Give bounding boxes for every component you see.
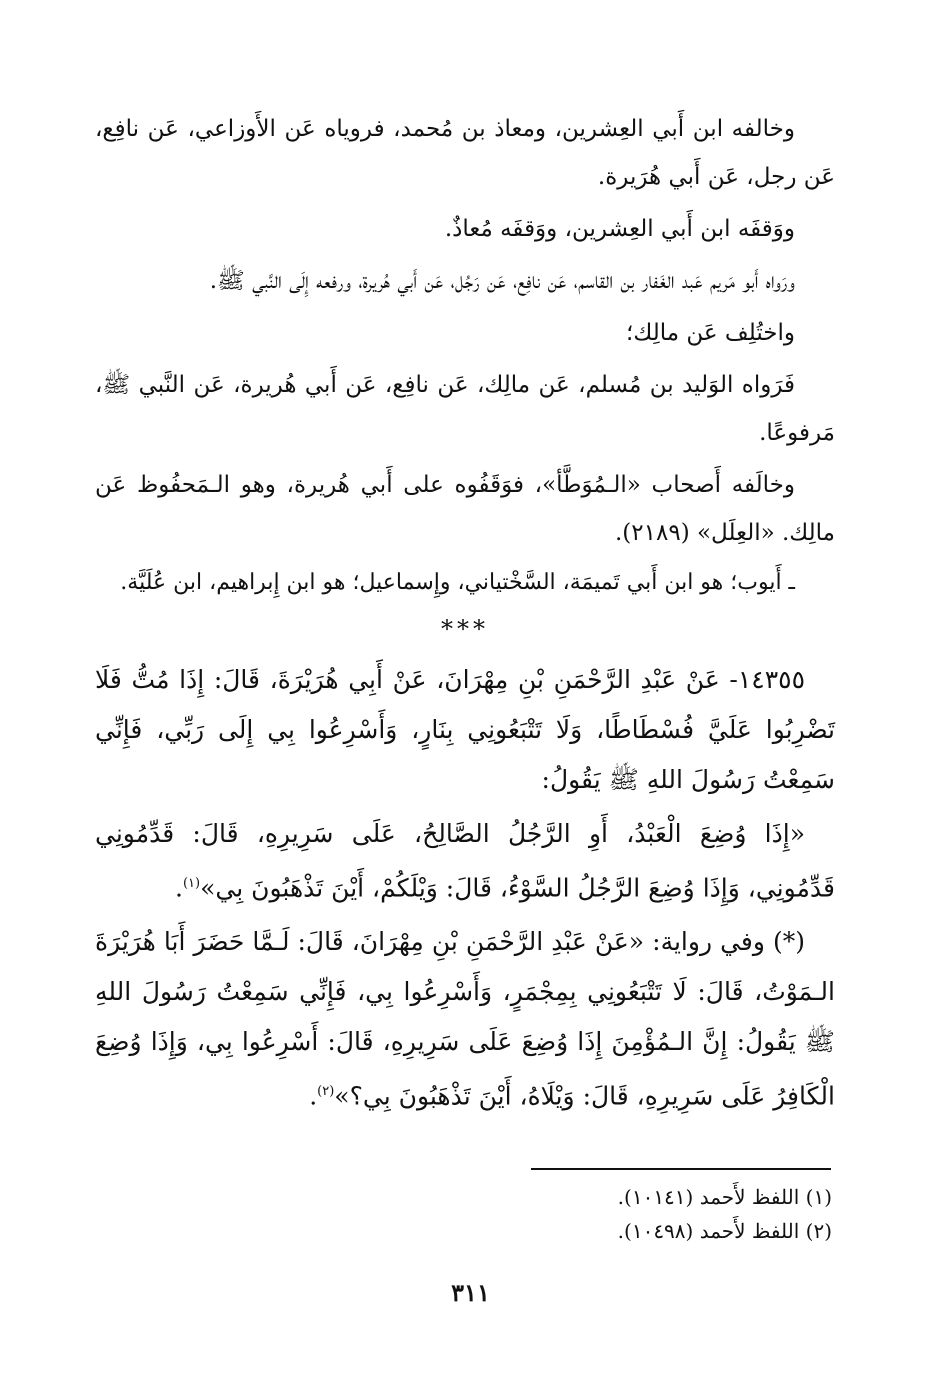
footnotes (400, 1180, 832, 1248)
paragraph-1: وخالفه ابن أَبي العِشرين، ومعاذ بن مُحمد، فروياه عَن الأَوزاعي، عَن نافِع، عَن رجل، عَن أَبي هُرَيرة. (95, 116, 835, 190)
footnote-divider (531, 1168, 831, 1170)
paragraph-7: ـ أَيوب؛ هو ابن أَبي تَميمَة، السَّخْتياني، وإِسماعيل؛ هو ابن إِبراهيم، ابن عُلَيَّة. (120, 570, 795, 595)
paragraph-2: ووَقفَه ابن أَبي العِشرين، ووَقفَه مُعاذٌ. (444, 216, 795, 242)
footnote-1: (١) اللفظ لأَحمد (١٠١٤١). (617, 1185, 832, 1209)
hadith-quote (95, 809, 835, 913)
paragraph-6: وخالَفه أَصحاب «الـمُوَطَّأ»، فوَقَفُوه على أَبي هُريرة، وهو الـمَحفُوظ عَن مالِك. «العِلَل» (٢١٨٩). (95, 472, 835, 546)
page-number: ٣١١ (451, 1278, 490, 1307)
paragraph-5: فَرَواه الوَليد بن مُسلم، عَن مالِك، عَن نافِع، عَن أَبي هُريرة، عَن النَّبي ﷺ، مَرفوعًا. (95, 372, 835, 446)
footnote-ref-2: (٢) (317, 1084, 335, 1100)
footnote-ref-1: (١) (182, 876, 201, 891)
riwaya-text: (*) وفي رواية: «عَنْ عَبْدِ الرَّحْمَنِ بْنِ مِهْرَانَ، قَالَ: لَـمَّا حَضَرَ أَبَا هُرَيْرَةَ الـمَوْتُ، قَالَ: لَا تَتْبَعُونِي بِمِجْمَرٍ، وَأَسْرِعُوا بِي، فَإِنِّي سَمِعْتُ رَسُولَ اللهِ ﷺ يَقُولُ: إِنَّ الـمُؤْمِنَ إِذَا وُضِعَ عَلَى سَرِيرِهِ، قَالَ: أَسْرِعُوا بِي، وَإِذَا وُضِعَ الْكَافِرُ عَلَى سَرِيرِهِ، قَالَ: وَيْلَاهُ، أَيْنَ تَذْهَبُونَ بِي؟» (95, 927, 835, 1111)
footnote-2: (٢) اللفظ لأَحمد (١٠٤٩٨). (617, 1219, 832, 1243)
hadith-text: ١٤٣٥٥- عَنْ عَبْدِ الرَّحْمَنِ بْنِ مِهْرَانَ، عَنْ أَبِي هُرَيْرَةَ، قَالَ: إِذَا مُتُّ فَلَا تَضْرِبُوا عَلَيَّ فُسْطَاطًا، وَلَا تَتْبَعُونِي بِنَارٍ، وَأَسْرِعُوا بِي إِلَى رَبِّي، فَإِنِّي سَمِعْتُ رَسُولَ اللهِ ﷺ يَقُولُ: (95, 665, 835, 794)
period: . (309, 1081, 318, 1111)
section-separator: *** (441, 615, 489, 643)
period: . (175, 873, 183, 903)
paragraph-4: واختُلِف عَن مالِك؛ (626, 320, 795, 346)
riwaya (95, 917, 835, 1121)
main-text (95, 105, 835, 1126)
hadith-quote-text: «إِذَا وُضِعَ الْعَبْدُ، أَوِ الرَّجُلُ الصَّالِحُ، عَلَى سَرِيرِهِ، قَالَ: قَدِّمُونِي قَدِّمُونِي، وَإِذَا وُضِعَ الرَّجُلُ السَّوْءُ، قَالَ: وَيْلَكُمْ، أَيْنَ تَذْهَبُونَ بِي» (95, 819, 835, 903)
paragraph-3: ورَواه أَبو مَريم عَبد الغَفار بن القاسم، عَن نافِع، عَن رَجُل، عَن أَبي هُريرة، ورفعه إِلَى النَّبي ﷺ. (209, 268, 795, 294)
